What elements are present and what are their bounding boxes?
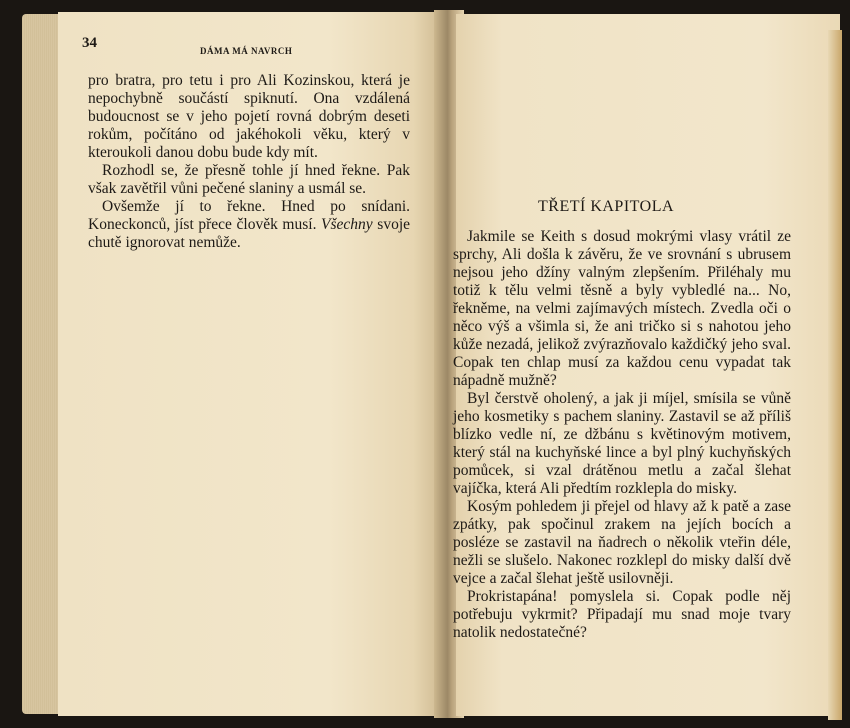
- paragraph: Byl čerstvě oholený, a jak ji míjel, smísila se vůně jeho kosmetiky s pachem slaniny. Zastavil se až příliš blízko vedle ní, ze džbánu s květinovým motivem, který stál na kuchyňské lince a byl plný kuchyňských pomůcek, si vzal drátěnou metlu a začal šlehat vajíčka, která Ali předtím rozklepla do misky.: [453, 390, 791, 497]
- paragraph: [88, 198, 410, 252]
- paragraph: Rozhodl se, že přesně tohle jí hned řekne. Pak však zavětřil vůni pečené slaniny a usmál se.: [88, 162, 410, 197]
- paragraph: Jakmile se Keith s dosud mokrými vlasy vrátil ze sprchy, Ali došla k závěru, že ve srovnání s ubrusem nejsou jeho džíny valným zlepšením. Přiléhaly mu totiž k tělu velmi těsně a byly vybledlé na... No, řekněme, na velmi zajímavých místech. Zvedla oči o něco výš a všimla si, že ani tričko si s nahotou jeho kůže nezadá, jelikož zvýrazňovalo každičký jeho sval. Copak ten chlap musí za každou cenu vypadat tak nápadně mužně?: [453, 228, 791, 389]
- paragraph-text: Ovšemže jí to řekne. Hned po snídani. Koneckonců, jíst přece člověk musí.: [88, 198, 410, 233]
- emphasis-text: Všechny: [321, 216, 373, 233]
- paragraph: Prokristapána! pomyslela si. Copak podle něj potřebuju vykrmit? Připadají mu snad moje tvary natolik nedostatečné?: [453, 588, 791, 641]
- paragraph: pro bratra, pro tetu i pro Ali Kozinskou, která je nepochybně součástí spiknutí. Ona vzdálená budoucnost se v jeho pojetí rovná dobrým deseti rokům, počítáno od jakéhokoli věku, který v kteroukoli danou dobu bude kdy mít.: [88, 72, 410, 161]
- left-page-text: [88, 72, 410, 252]
- running-head: DÁMA MÁ NAVRCH: [200, 46, 293, 56]
- paragraph: Kosým pohledem ji přejel od hlavy až k patě a zase zpátky, pak spočinul zrakem na jejích bocích a posléze se zastavil na ňadrech o několik vteřin déle, nežli se slušelo. Nakonec rozklepl do misky další dvě vejce a začal šlehat ještě usilovněji.: [453, 498, 791, 587]
- page-number: 34: [82, 35, 97, 51]
- right-page-text: [453, 228, 791, 642]
- paragraph-text: svoje chutě ignorovat nemůže.: [88, 216, 411, 251]
- page-edges: [22, 14, 62, 714]
- right-page-edge: [828, 30, 842, 720]
- chapter-title: TŘETÍ KAPITOLA: [538, 198, 675, 215]
